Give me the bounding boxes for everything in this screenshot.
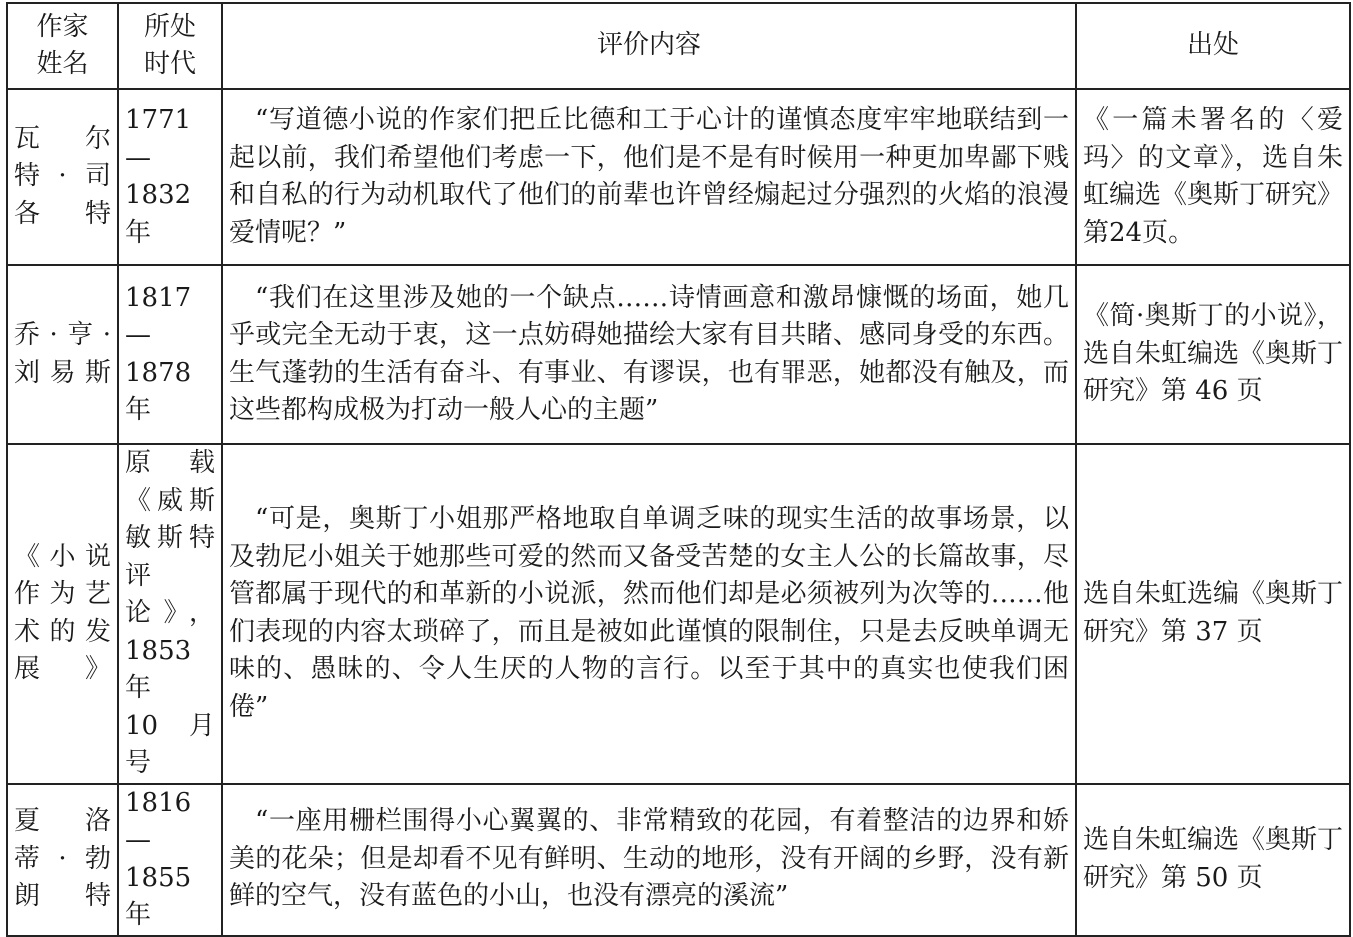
source-cell: 选自朱虹选编《奥斯丁研究》第 37 页 bbox=[1076, 444, 1350, 784]
source-cell: 选自朱虹编选《奥斯丁研究》第 50 页 bbox=[1076, 784, 1350, 936]
header-source: 出处 bbox=[1076, 3, 1350, 89]
era-cell: 1817— 1878 年 bbox=[118, 265, 222, 444]
evaluation-table bbox=[6, 2, 1351, 937]
source-cell: 《一篇未署名的〈爱玛〉的文章》，选自朱虹编选《奥斯丁研究》第24页。 bbox=[1076, 89, 1350, 265]
table-row bbox=[7, 89, 1350, 265]
content-cell: “一座用栅栏围得小心翼翼的、非常精致的花园，有着整洁的边界和娇美的花朵；但是却看不见有鲜明、生动的地形，没有开阔的乡野，没有新鲜的空气，没有蓝色的小山，也没有漂亮的溪流” bbox=[222, 784, 1076, 936]
author-name-cell: 瓦 尔 特·司 各特 bbox=[7, 89, 118, 265]
author-name-cell: 夏 洛 蒂·勃 朗特 bbox=[7, 784, 118, 936]
source-cell: 《简·奥斯丁的小说》，选自朱虹编选《奥斯丁研究》第 46 页 bbox=[1076, 265, 1350, 444]
table-row bbox=[7, 265, 1350, 444]
author-name-cell: 乔·亨· 刘易斯 bbox=[7, 265, 118, 444]
era-cell: 原 载 《威斯 敏斯特 评论》， 1853 年 10 月号 bbox=[118, 444, 222, 784]
header-author-name: 作家 姓名 bbox=[7, 3, 118, 89]
era-cell: 1771— 1832 年 bbox=[118, 89, 222, 265]
author-name-cell: 《小说 作为艺 术的发 展》 bbox=[7, 444, 118, 784]
header-content: 评价内容 bbox=[222, 3, 1076, 89]
content-cell: “写道德小说的作家们把丘比德和工于心计的谨慎态度牢牢地联结到一起以前，我们希望他们考虑一下，他们是不是有时候用一种更加卑鄙下贱和自私的行为动机取代了他们的前辈也许曾经煽起过分强烈的火焰的浪漫爱情呢？” bbox=[222, 89, 1076, 265]
header-row bbox=[7, 3, 1350, 89]
era-cell: 1816— 1855 年 bbox=[118, 784, 222, 936]
table-row bbox=[7, 444, 1350, 784]
table-row bbox=[7, 784, 1350, 936]
content-cell: “可是，奥斯丁小姐那严格地取自单调乏味的现实生活的故事场景，以及勃尼小姐关于她那些可爱的然而又备受苦楚的女主人公的长篇故事，尽管都属于现代的和革新的小说派，然而他们却是必须被列为次等的……他们表现的内容太琐碎了，而且是被如此谨慎的限制住，只是去反映单调无味的、愚昧的、令人生厌的人物的言行。以至于其中的真实也使我们困倦” bbox=[222, 444, 1076, 784]
header-era: 所处 时代 bbox=[118, 3, 222, 89]
content-cell: “我们在这里涉及她的一个缺点……诗情画意和激昂慷慨的场面，她几乎或完全无动于衷，这一点妨碍她描绘大家有目共睹、感同身受的东西。生气蓬勃的生活有奋斗、有事业、有谬误，也有罪恶，她都没有触及，而这些都构成极为打动一般人心的主题” bbox=[222, 265, 1076, 444]
